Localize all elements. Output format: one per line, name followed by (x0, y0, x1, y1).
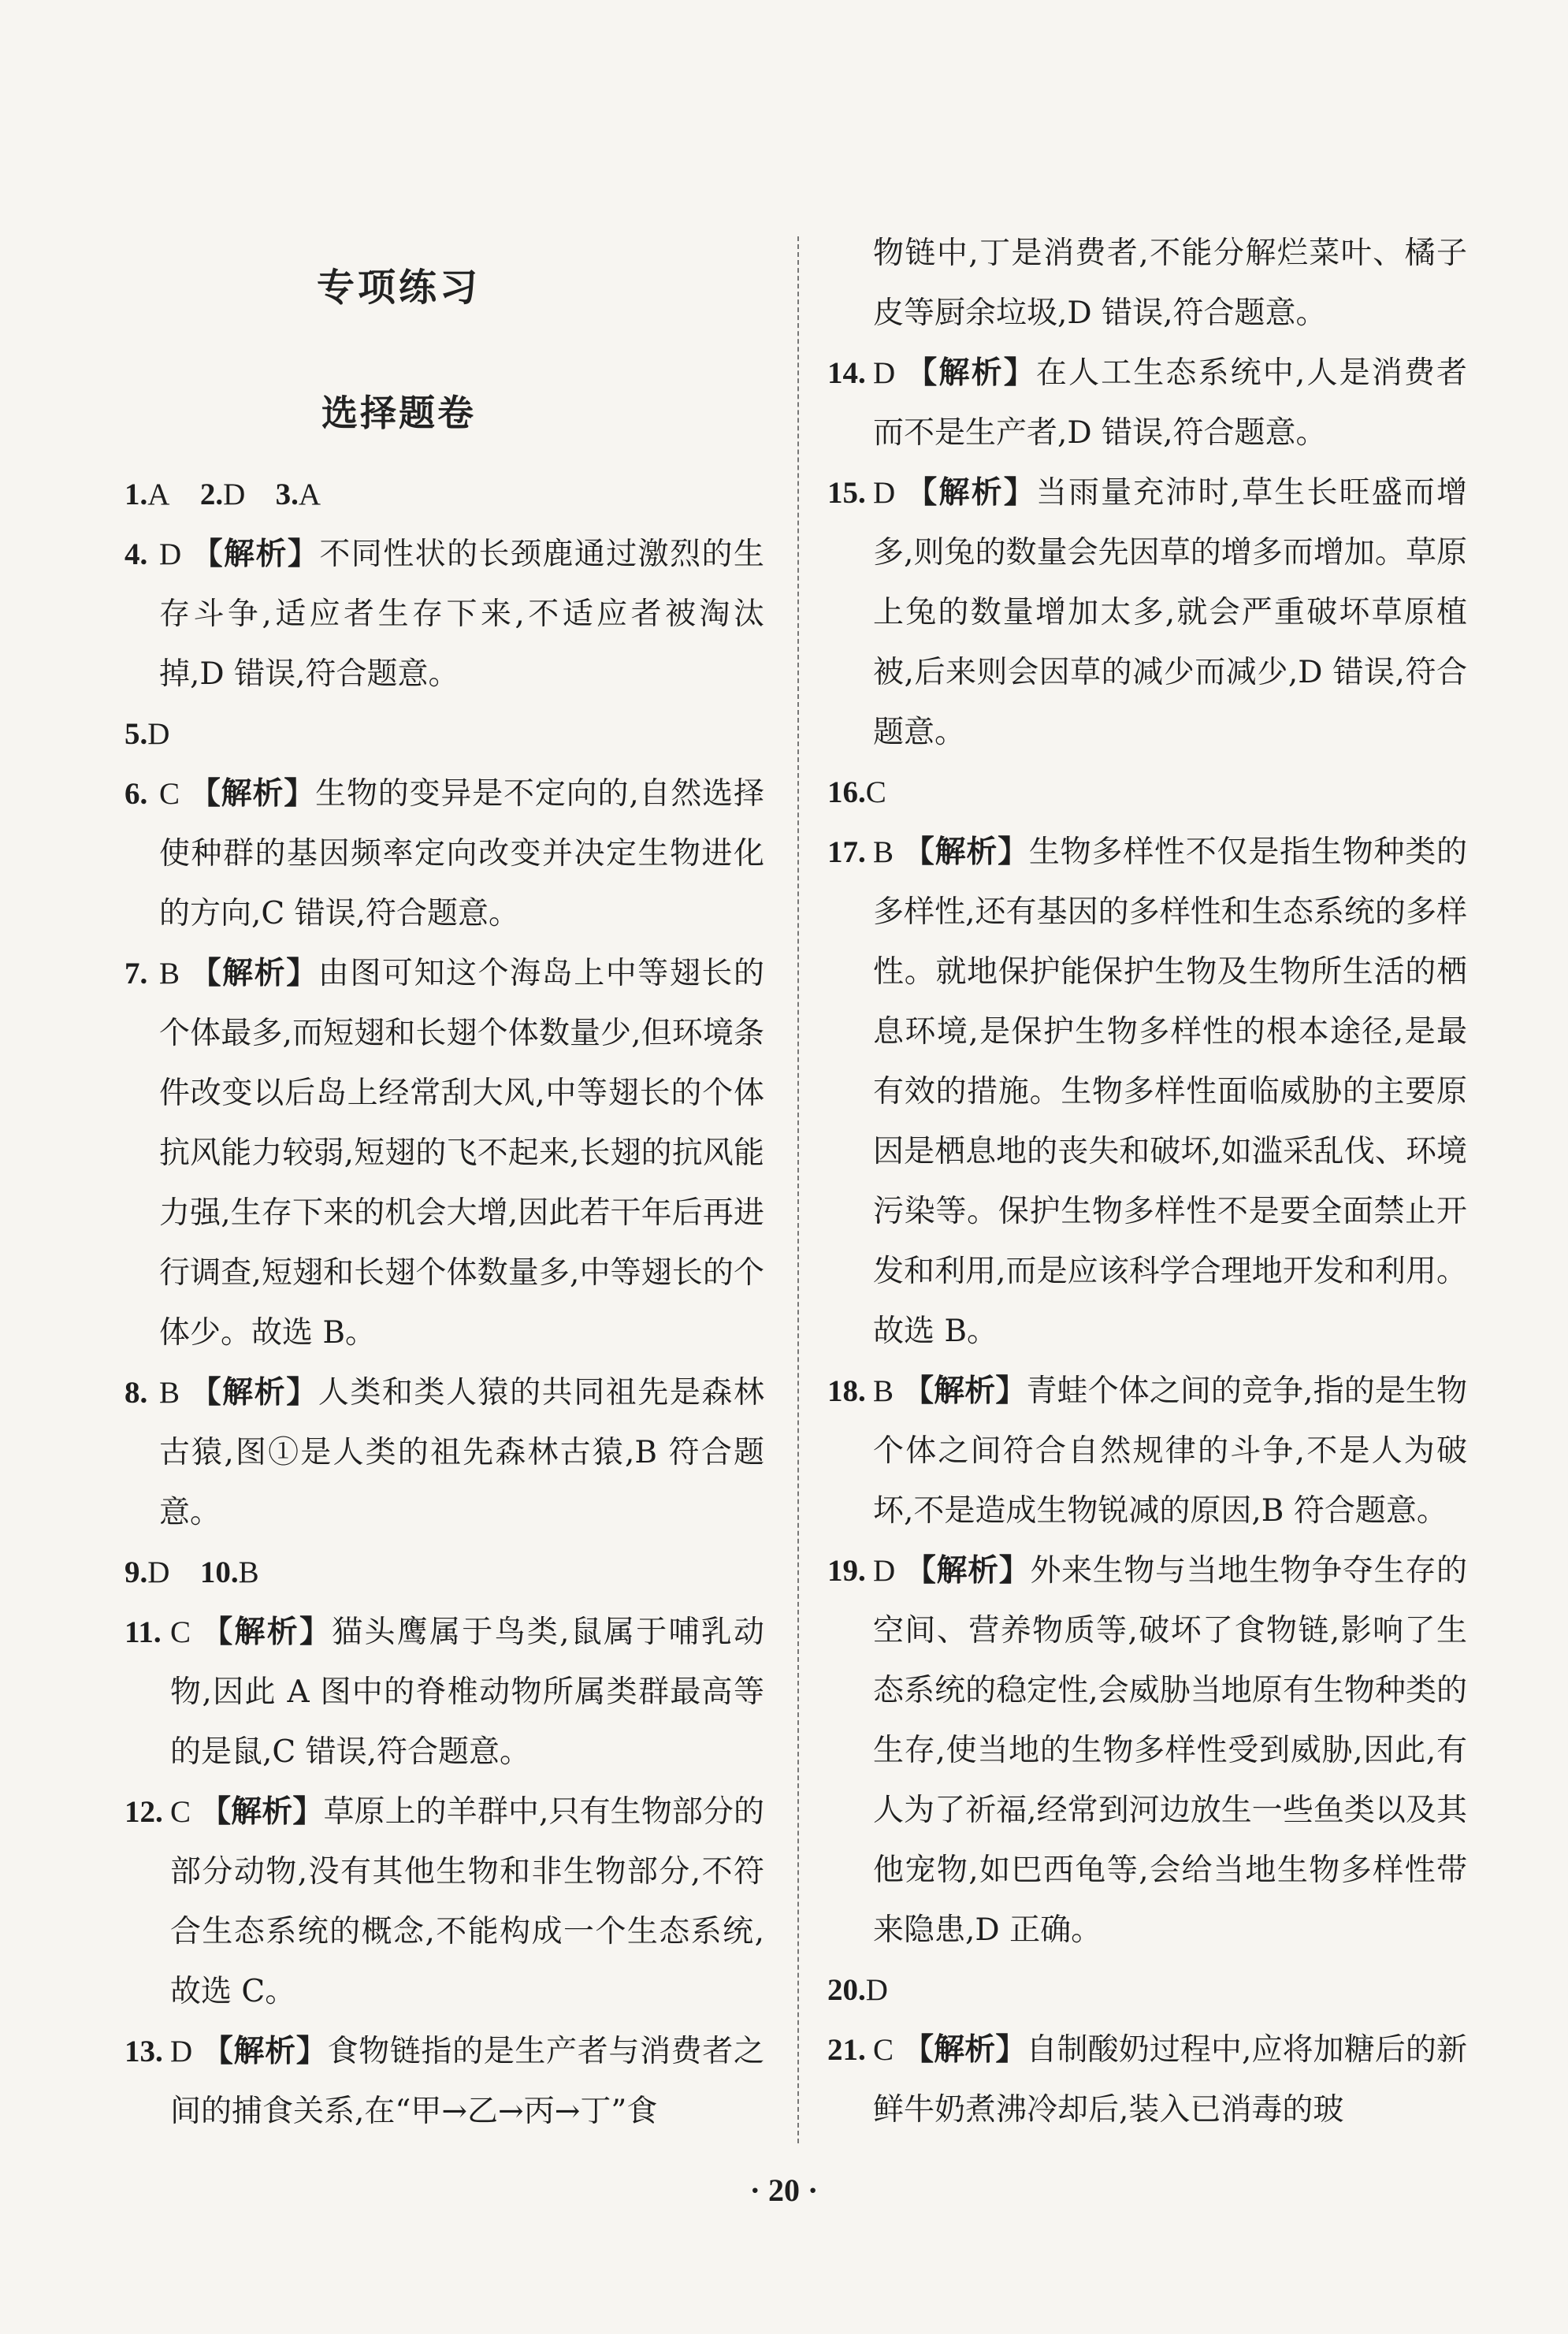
answer-choice: C (170, 1795, 191, 1829)
answer-choice: D (170, 2035, 193, 2068)
answer-entry-17 (827, 823, 1467, 1362)
question-number: 4. (124, 537, 148, 571)
answer-entry-16 (827, 763, 1467, 823)
answer-choice: B (873, 835, 894, 869)
answer-choice: B (873, 1374, 894, 1408)
analysis-tag: 【解析】 (905, 1553, 1031, 1589)
question-number: 21. (827, 2033, 866, 2067)
question-number: 20. (827, 1973, 866, 2007)
analysis-tag: 【解析】 (189, 1375, 318, 1410)
question-number: 10. (199, 1555, 239, 1589)
answer-entry-4 (124, 525, 764, 704)
answer-choice: C (873, 2033, 894, 2067)
analysis-text: 草原上的羊群中,只有生物部分的部分动物,没有其他生物和非生物部分,不符合生态系统的概念,不能构成一个生态系统,故选 C。 (170, 1794, 764, 2009)
analysis-text: 猫头鹰属于鸟类,鼠属于哺乳动物,因此 A 图中的脊椎动物所属类群最高等的是鼠,C 错误,符合题意。 (170, 1615, 764, 1770)
answer-choice: D (147, 717, 170, 751)
answer-entry-21 (827, 2020, 1467, 2140)
analysis-text: 外来生物与当地生物争夺生存的空间、营养物质等,破坏了食物链,影响了生态系统的稳定性,会威胁当地原有生物种类的生存,使当地的生物多样性受到威胁,因此,有人为了祈福,经常到河边放生一些鱼类以及其他宠物,如巴西龟等,会给当地生物多样性带来隐患,D 正确。 (873, 1553, 1467, 1948)
question-number: 6. (124, 777, 148, 811)
answer-entry-7 (124, 944, 764, 1363)
analysis-tag: 【解析】 (903, 2032, 1027, 2068)
question-number: 7. (124, 957, 148, 990)
analysis-tag: 【解析】 (903, 1373, 1027, 1409)
analysis-text: 青蛙个体之间的竞争,指的是生物个体之间符合自然规律的斗争,不是人为破坏,不是造成生物锐减的原因,B 符合题意。 (873, 1373, 1467, 1529)
answer-choice: A (298, 478, 321, 511)
question-number: 9. (124, 1555, 148, 1589)
section-title: 选择题卷 (321, 392, 476, 434)
analysis-tag: 【解析】 (903, 834, 1029, 870)
answer-choice: D (159, 537, 182, 571)
question-number: 12. (124, 1795, 163, 1829)
question-number: 2. (199, 478, 224, 511)
question-number: 18. (827, 1374, 866, 1408)
question-number: 1. (124, 478, 148, 511)
answer-line-9-10 (124, 1543, 764, 1603)
question-number: 8. (124, 1376, 148, 1410)
answer-line-1-3 (124, 465, 764, 525)
analysis-tag: 【解析】 (189, 956, 318, 991)
analysis-text: 由图可知这个海岛上中等翅长的个体最多,而短翅和长翅个体数量少,但环境条件改变以后岛上经常刮大风,中等翅长的个体抗风能力较弱,短翅的飞不起来,长翅的抗风能力强,生存下来的机会大增,因此若干年后再进行调查,短翅和长翅个体数量多,中等翅长的个体少。故选 B。 (159, 956, 764, 1351)
answer-entry-18 (827, 1362, 1467, 1541)
answer-entry-13 (124, 2022, 764, 2142)
question-number: 3. (275, 478, 299, 511)
answer-choice: B (159, 957, 180, 990)
answer-choice: B (238, 1555, 259, 1589)
answer-choice: D (873, 1554, 896, 1588)
answer-entry-14 (827, 344, 1467, 463)
answer-choice: B (159, 1376, 180, 1410)
answer-choice: D (865, 1973, 888, 2007)
analysis-text: 食物链指的是生产者与消费者之间的捕食关系,在“甲→乙→丙→丁”食 (170, 2034, 764, 2129)
answer-choice: D (147, 1555, 170, 1589)
analysis-text: 不同性状的长颈鹿通过激烈的生存斗争,适应者生存下来,不适应者被淘汰掉,D 错误,符合题意。 (159, 537, 764, 692)
analysis-text: 生物的变异是不定向的,自然选择使种群的基因频率定向改变并决定生物进化的方向,C 错误,符合题意。 (159, 776, 764, 931)
analysis-tag: 【解析】 (202, 2034, 328, 2069)
question-number: 11. (124, 1615, 162, 1649)
page-number: · 20 · (749, 2172, 819, 2208)
answer-entry-20 (827, 1960, 1467, 2020)
analysis-tag: 【解析】 (905, 475, 1036, 511)
answer-entry-6 (124, 764, 764, 944)
answer-entry-19 (827, 1541, 1467, 1960)
answer-choice: C (159, 777, 180, 811)
answer-entry-15 (827, 463, 1467, 763)
answer-choice: C (865, 775, 886, 809)
analysis-tag: 【解析】 (191, 537, 320, 572)
analysis-tag: 【解析】 (200, 1794, 324, 1830)
answer-choice: D (873, 476, 896, 510)
question-number: 14. (827, 356, 866, 390)
analysis-text: 在人工生态系统中,人是消费者而不是生产者,D 错误,符合题意。 (873, 355, 1467, 451)
question-number: 19. (827, 1554, 866, 1588)
analysis-tag: 【解析】 (200, 1615, 333, 1650)
answer-choice: C (170, 1615, 191, 1649)
answer-entry-12 (124, 1782, 764, 2022)
column-divider (797, 236, 799, 2143)
analysis-text: 人类和类人猿的共同祖先是森林古猿,图①是人类的祖先森林古猿,B 符合题意。 (159, 1375, 764, 1530)
question-number: 16. (827, 775, 866, 809)
answer-entry-8 (124, 1363, 764, 1543)
answer-entry-5 (124, 704, 764, 764)
analysis-text: 当雨量充沛时,草生长旺盛而增多,则兔的数量会先因草的增多而增加。草原上兔的数量增加太多,就会严重破坏草原植被,后来则会因草的减少而减少,D 错误,符合题意。 (873, 475, 1467, 750)
answer-choice: D (223, 478, 246, 511)
question-number: 15. (827, 476, 866, 510)
question-number: 17. (827, 835, 866, 869)
analysis-text: 自制酸奶过程中,应将加糖后的新鲜牛奶煮沸冷却后,装入已消毒的玻 (873, 2032, 1467, 2128)
analysis-text: 生物多样性不仅是指生物种类的多样性,还有基因的多样性和生态系统的多样性。就地保护能保护生物及生物所生活的栖息环境,是保护生物多样性的根本途径,是最有效的措施。生物多样性面临威胁的主要原因是栖息地的丧失和破坏,如滥采乱伐、环境污染等。保护生物多样性不是要全面禁止开发和利用,而是应该科学合理地开发和利用。故选 B。 (873, 834, 1467, 1349)
question-number: 13. (124, 2035, 163, 2068)
answer-choice: D (873, 356, 896, 390)
answer-entry-13-continued: 物链中,丁是消费者,不能分解烂菜叶、橘子皮等厨余垃圾,D 错误,符合题意。 (873, 236, 1467, 331)
page-title: 专项练习 (316, 266, 481, 310)
analysis-tag: 【解析】 (905, 355, 1036, 391)
answer-entry-11 (124, 1603, 764, 1782)
analysis-tag: 【解析】 (189, 776, 316, 812)
answer-choice: A (147, 478, 170, 511)
question-number: 5. (124, 717, 148, 751)
